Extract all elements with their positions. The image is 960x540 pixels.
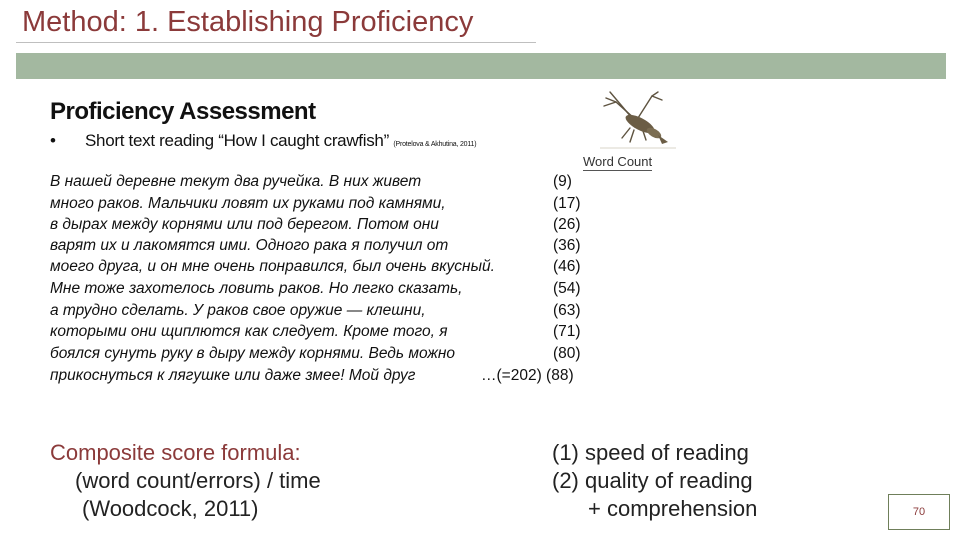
measure-quality: (2) quality of reading bbox=[552, 468, 753, 493]
word-count-value: (46) bbox=[553, 258, 581, 275]
word-count-value: (9) bbox=[553, 173, 572, 190]
word-count-value: (36) bbox=[553, 237, 581, 254]
text-line: В нашей деревне текут два ручейка. В них живет bbox=[50, 173, 422, 190]
measure-comprehension: + comprehension bbox=[588, 496, 758, 521]
composite-formula bbox=[50, 439, 321, 523]
page-number: 70 bbox=[888, 494, 950, 530]
bullet-citation: (Protelova & Akhutina, 2011) bbox=[393, 141, 477, 148]
measure-speed: (1) speed of reading bbox=[552, 440, 749, 465]
crawfish-image bbox=[596, 88, 676, 150]
text-line: варят их и лакомятся ими. Одного рака я получил от bbox=[50, 237, 449, 254]
word-count-value: (26) bbox=[553, 216, 581, 233]
text-line: а трудно сделать. У раков свое оружие — клешни, bbox=[50, 302, 426, 319]
text-line: которыми они щиплются как следует. Кроме того, я bbox=[50, 323, 448, 340]
bullet-text: Short text reading “How I caught crawfish” bbox=[85, 131, 394, 150]
word-count-value: …(=202) (88) bbox=[481, 367, 574, 384]
text-line: прикоснуться к лягушке или даже змее! Мой друг bbox=[50, 367, 416, 384]
word-count-value: (54) bbox=[553, 280, 581, 297]
slide-title: Method: 1. Establishing Proficiency bbox=[22, 6, 474, 38]
formula-label: Composite score formula: bbox=[50, 440, 301, 465]
bullet-item bbox=[50, 131, 476, 151]
word-count-header: Word Count bbox=[583, 154, 653, 169]
reading-measures bbox=[552, 439, 757, 523]
section-heading: Proficiency Assessment bbox=[50, 98, 316, 125]
text-line: много раков. Мальчики ловят их руками под камнями, bbox=[50, 195, 446, 212]
text-line: Мне тоже захотелось ловить раков. Но легко сказать, bbox=[50, 280, 463, 297]
word-count-value: (63) bbox=[553, 302, 581, 319]
word-count-value: (71) bbox=[553, 323, 581, 340]
word-count-value: (80) bbox=[553, 345, 581, 362]
header-band bbox=[16, 53, 946, 79]
text-line: боялся сунуть руку в дыру между корнями. Ведь можно bbox=[50, 345, 456, 362]
word-count-value: (17) bbox=[553, 195, 581, 212]
text-line: моего друга, и он мне очень понравился, был очень вкусный. bbox=[50, 258, 495, 275]
text-line: в дырах между корнями или под берегом. Потом они bbox=[50, 216, 439, 233]
formula-citation: (Woodcock, 2011) bbox=[82, 496, 259, 521]
bullet-marker: • bbox=[50, 131, 56, 150]
title-divider bbox=[16, 42, 536, 43]
formula-expression: (word count/errors) / time bbox=[75, 468, 321, 493]
